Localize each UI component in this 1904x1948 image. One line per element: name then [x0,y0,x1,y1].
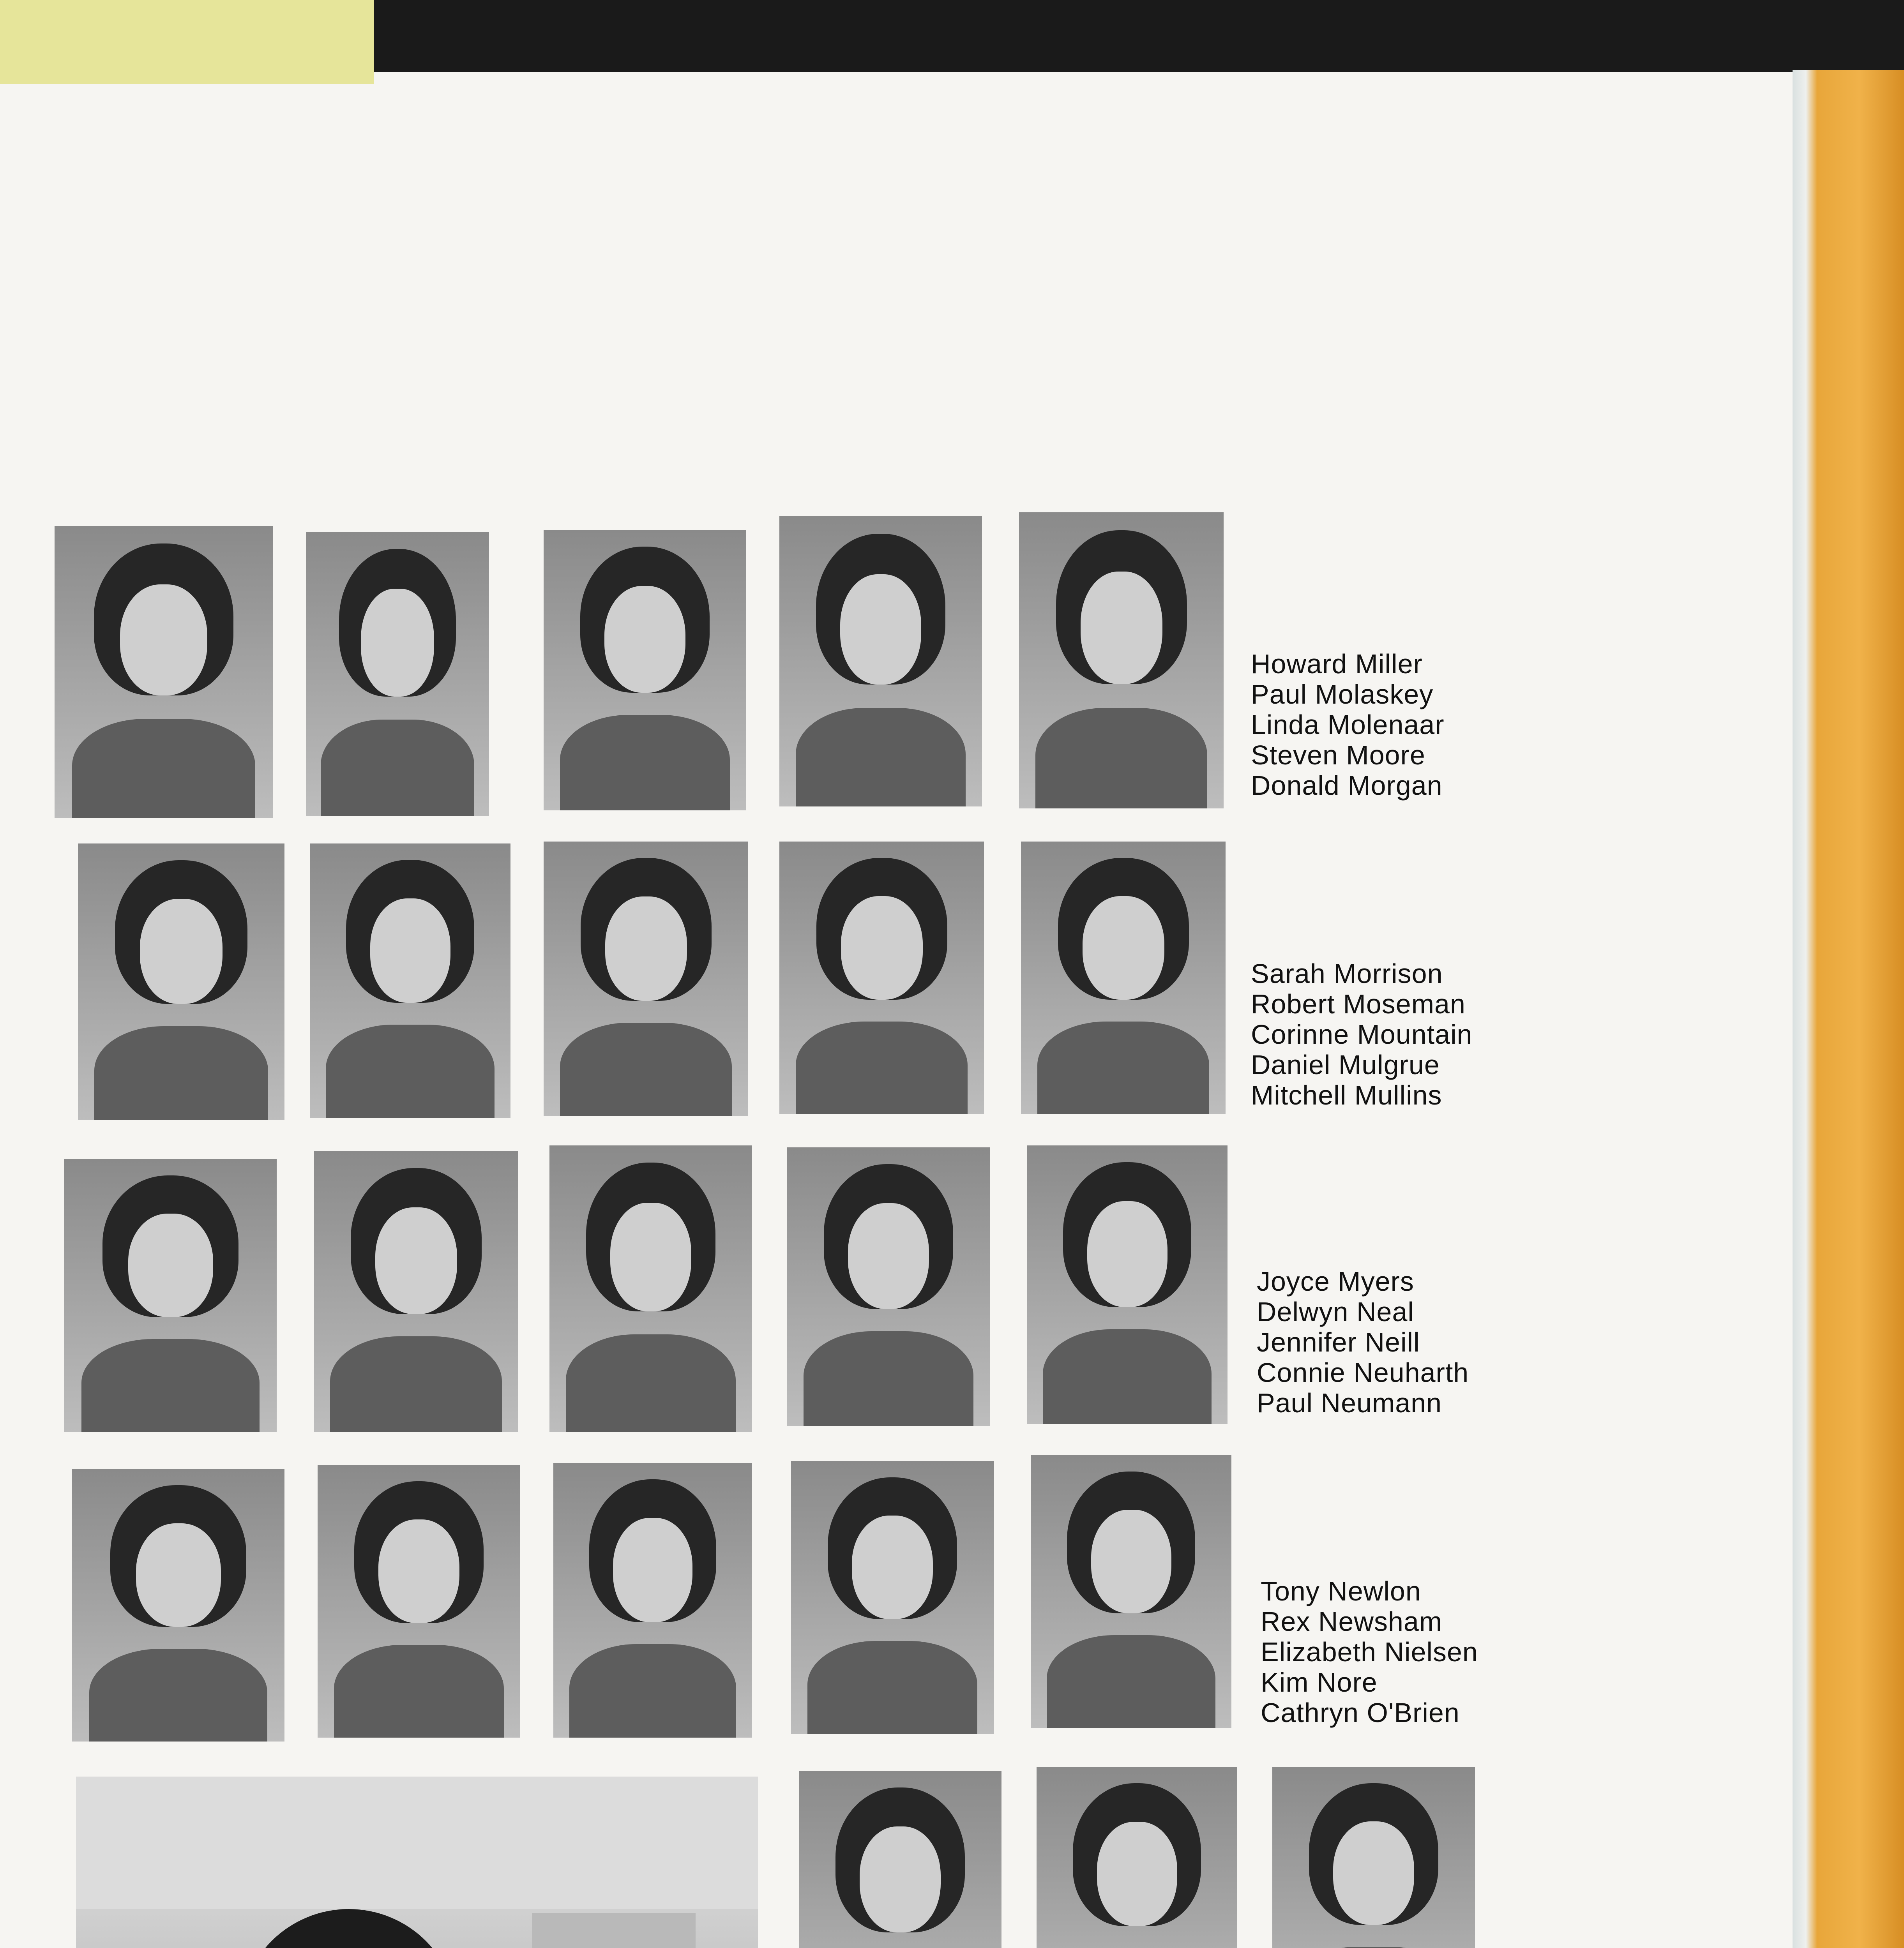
candid-photo [76,1777,758,1948]
name-list-row-2 [1251,958,1473,1110]
student-name: Daniel Mulgrue [1251,1050,1440,1080]
student-portrait [549,1145,752,1432]
student-name: Joyce Myers [1257,1266,1414,1297]
book-cover-edge [1793,70,1904,1948]
student-portrait [791,1461,994,1734]
student-portrait [314,1151,518,1432]
student-portrait [55,526,273,818]
student-name: Cathryn O'Brien [1261,1697,1460,1728]
student-portrait [1019,512,1224,808]
name-list-row-3 [1257,1266,1469,1418]
student-name: Kim Nore [1261,1667,1378,1697]
student-portrait [779,516,982,806]
student-portrait [310,843,510,1118]
student-name: Tony Newlon [1261,1576,1421,1606]
student-portrait [787,1147,990,1426]
student-portrait [1021,842,1226,1114]
name-list-row-4 [1261,1576,1478,1728]
student-name: Paul Molaskey [1251,679,1434,709]
student-name: Corinne Mountain [1251,1019,1473,1050]
student-portrait [1027,1145,1228,1424]
student-name: Paul Neumann [1257,1388,1442,1418]
student-portrait [78,843,284,1120]
student-name: Robert Moseman [1251,989,1466,1019]
student-name: Mitchell Mullins [1251,1080,1442,1110]
student-portrait [306,532,489,816]
student-portrait [64,1159,277,1432]
student-portrait [553,1463,752,1738]
student-portrait [318,1465,520,1738]
student-portrait [1031,1455,1231,1728]
student-name: Elizabeth Nielsen [1261,1637,1478,1667]
student-name: Rex Newsham [1261,1606,1443,1637]
student-portrait [779,842,984,1114]
student-portrait [544,842,748,1116]
student-portrait [544,530,746,810]
student-name: Howard Miller [1251,649,1423,679]
student-name: Sarah Morrison [1251,958,1443,989]
student-name: Steven Moore [1251,740,1425,770]
student-portrait [72,1469,284,1742]
student-name: Connie Neuharth [1257,1357,1469,1388]
student-name: Donald Morgan [1251,770,1443,801]
name-list-row-1 [1251,649,1445,801]
student-name: Linda Molenaar [1251,709,1445,740]
page-tab [0,0,374,84]
student-portrait [1272,1767,1475,1948]
student-portrait [1037,1767,1237,1948]
student-portrait [799,1771,1001,1948]
student-name: Jennifer Neill [1257,1327,1420,1357]
student-name: Delwyn Neal [1257,1297,1414,1327]
